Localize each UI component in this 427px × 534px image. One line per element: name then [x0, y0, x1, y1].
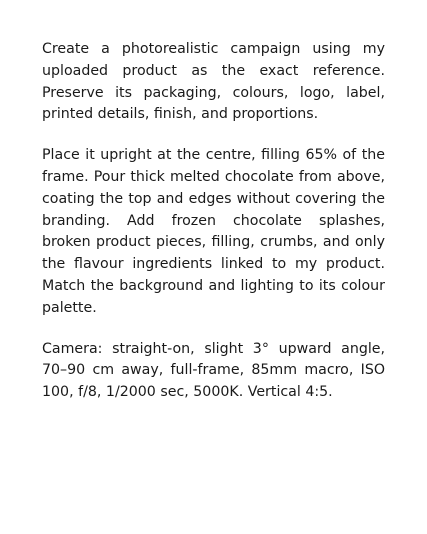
paragraph-composition: Place it upright at the centre, filling 65% of the frame. Pour thick melted chocolate from above, coating the top and edges without covering the branding. Add frozen chocolate splashes, broken product pieces, filling, crumbs, and only the flavour ingredients linked to my product. Match the background and lighting to its colour palette. — [42, 147, 385, 316]
paragraph-camera-settings: Camera: straight-on, slight 3° upward angle, 70–90 cm away, full-frame, 85mm macro, ISO 100, f/8, 1/2000 sec, 5000K. Vertical 4:5. — [42, 340, 385, 401]
paragraph-product-reference: Create a photorealistic campaign using my uploaded product as the exact reference. Preserve its packaging, colours, logo, label, printed details, finish, and proportions. — [42, 41, 385, 123]
